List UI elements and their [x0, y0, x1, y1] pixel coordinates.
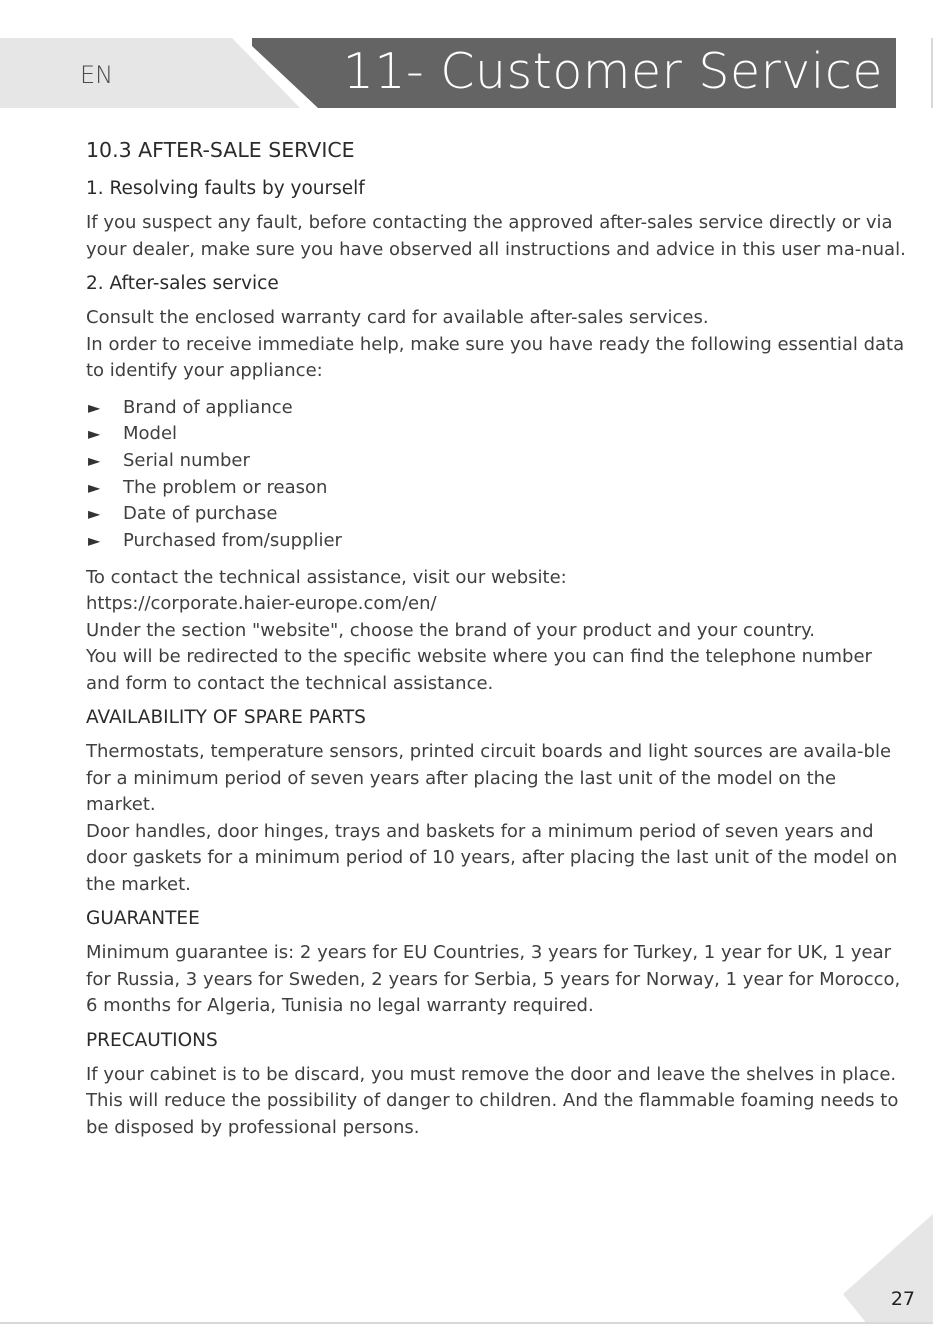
precautions-text: If your cabinet is to be discard, you must remove the door and leave the shelves in place. This will reduce the possibility of danger to children. And the flammable foaming needs to be disposed by professional persons. — [86, 1063, 899, 1138]
subheading-after-sales-service: 2. After-sales service — [86, 273, 279, 294]
resolving-faults-text: If you suspect any fault, before contacting the approved after-sales service directly or via your dealer, make sure you have observed all instructions and advice in this user ma-nual. — [86, 212, 906, 260]
spare-parts-text-1: Thermostats, temperature sensors, printed circuit boards and light sources are availa-ble for a minimum period of seven years after placing the last unit of the model on the market. — [86, 741, 892, 816]
heading-guarantee: GUARANTEE — [86, 908, 200, 930]
list-item — [86, 475, 911, 502]
list-item-label: Serial number — [123, 449, 250, 471]
list-item-label: Model — [123, 423, 178, 445]
triangle-right-icon: ► — [88, 504, 101, 524]
guarantee-text: Minimum guarantee is: 2 years for EU Countries, 3 years for Turkey, 1 year for UK, 1 year for Russia, 3 years for Sweden, 2 years for Serbia, 5 years for Norway, 1 year for Morocco, 6 months for Algeria, Tunisia no legal warranty required. — [86, 942, 901, 1017]
triangle-right-icon: ► — [88, 397, 101, 417]
page-content — [86, 138, 911, 1151]
list-item-label: Date of purchase — [123, 503, 278, 525]
triangle-right-icon: ► — [88, 450, 101, 470]
triangle-right-icon: ► — [88, 424, 101, 444]
website-section-text: Under the section "website", choose the brand of your product and your country. — [86, 619, 815, 641]
section-heading-after-sale: 10.3 AFTER-SALE SERVICE — [86, 138, 355, 162]
redirect-text: You will be redirected to the specific website where you can find the telephone number and form to contact the technical assistance. — [86, 646, 872, 694]
triangle-right-icon: ► — [88, 477, 101, 497]
chapter-title: 11- Customer Service — [342, 43, 883, 100]
list-item — [86, 501, 911, 528]
language-label: EN — [80, 61, 114, 89]
list-item — [86, 395, 911, 422]
list-item — [86, 421, 911, 448]
list-item-label: The problem or reason — [123, 476, 328, 498]
contact-intro-text: To contact the technical assistance, visit our website: — [86, 566, 567, 588]
list-item — [86, 528, 911, 555]
subheading-resolving-faults: 1. Resolving faults by yourself — [86, 178, 365, 199]
essential-data-text: In order to receive immediate help, make sure you have ready the following essential data to identify your appliance: — [86, 333, 905, 381]
appliance-data-list — [86, 395, 911, 555]
page-number: 27 — [890, 1288, 915, 1310]
list-item — [86, 448, 911, 475]
list-item-label: Brand of appliance — [123, 396, 293, 418]
triangle-right-icon: ► — [88, 531, 101, 551]
warranty-card-text: Consult the enclosed warranty card for available after-sales services. — [86, 307, 709, 328]
website-url: https://corporate.haier-europe.com/en/ — [86, 593, 437, 615]
page-corner — [843, 1214, 933, 1324]
list-item-label: Purchased from/supplier — [123, 530, 342, 552]
spare-parts-text-2: Door handles, door hinges, trays and baskets for a minimum period of seven years and door gaskets for a minimum period of 10 years, after placing the last unit of the model on the market. — [86, 820, 898, 895]
heading-precautions: PRECAUTIONS — [86, 1029, 218, 1051]
heading-spare-parts: AVAILABILITY OF SPARE PARTS — [86, 707, 366, 729]
